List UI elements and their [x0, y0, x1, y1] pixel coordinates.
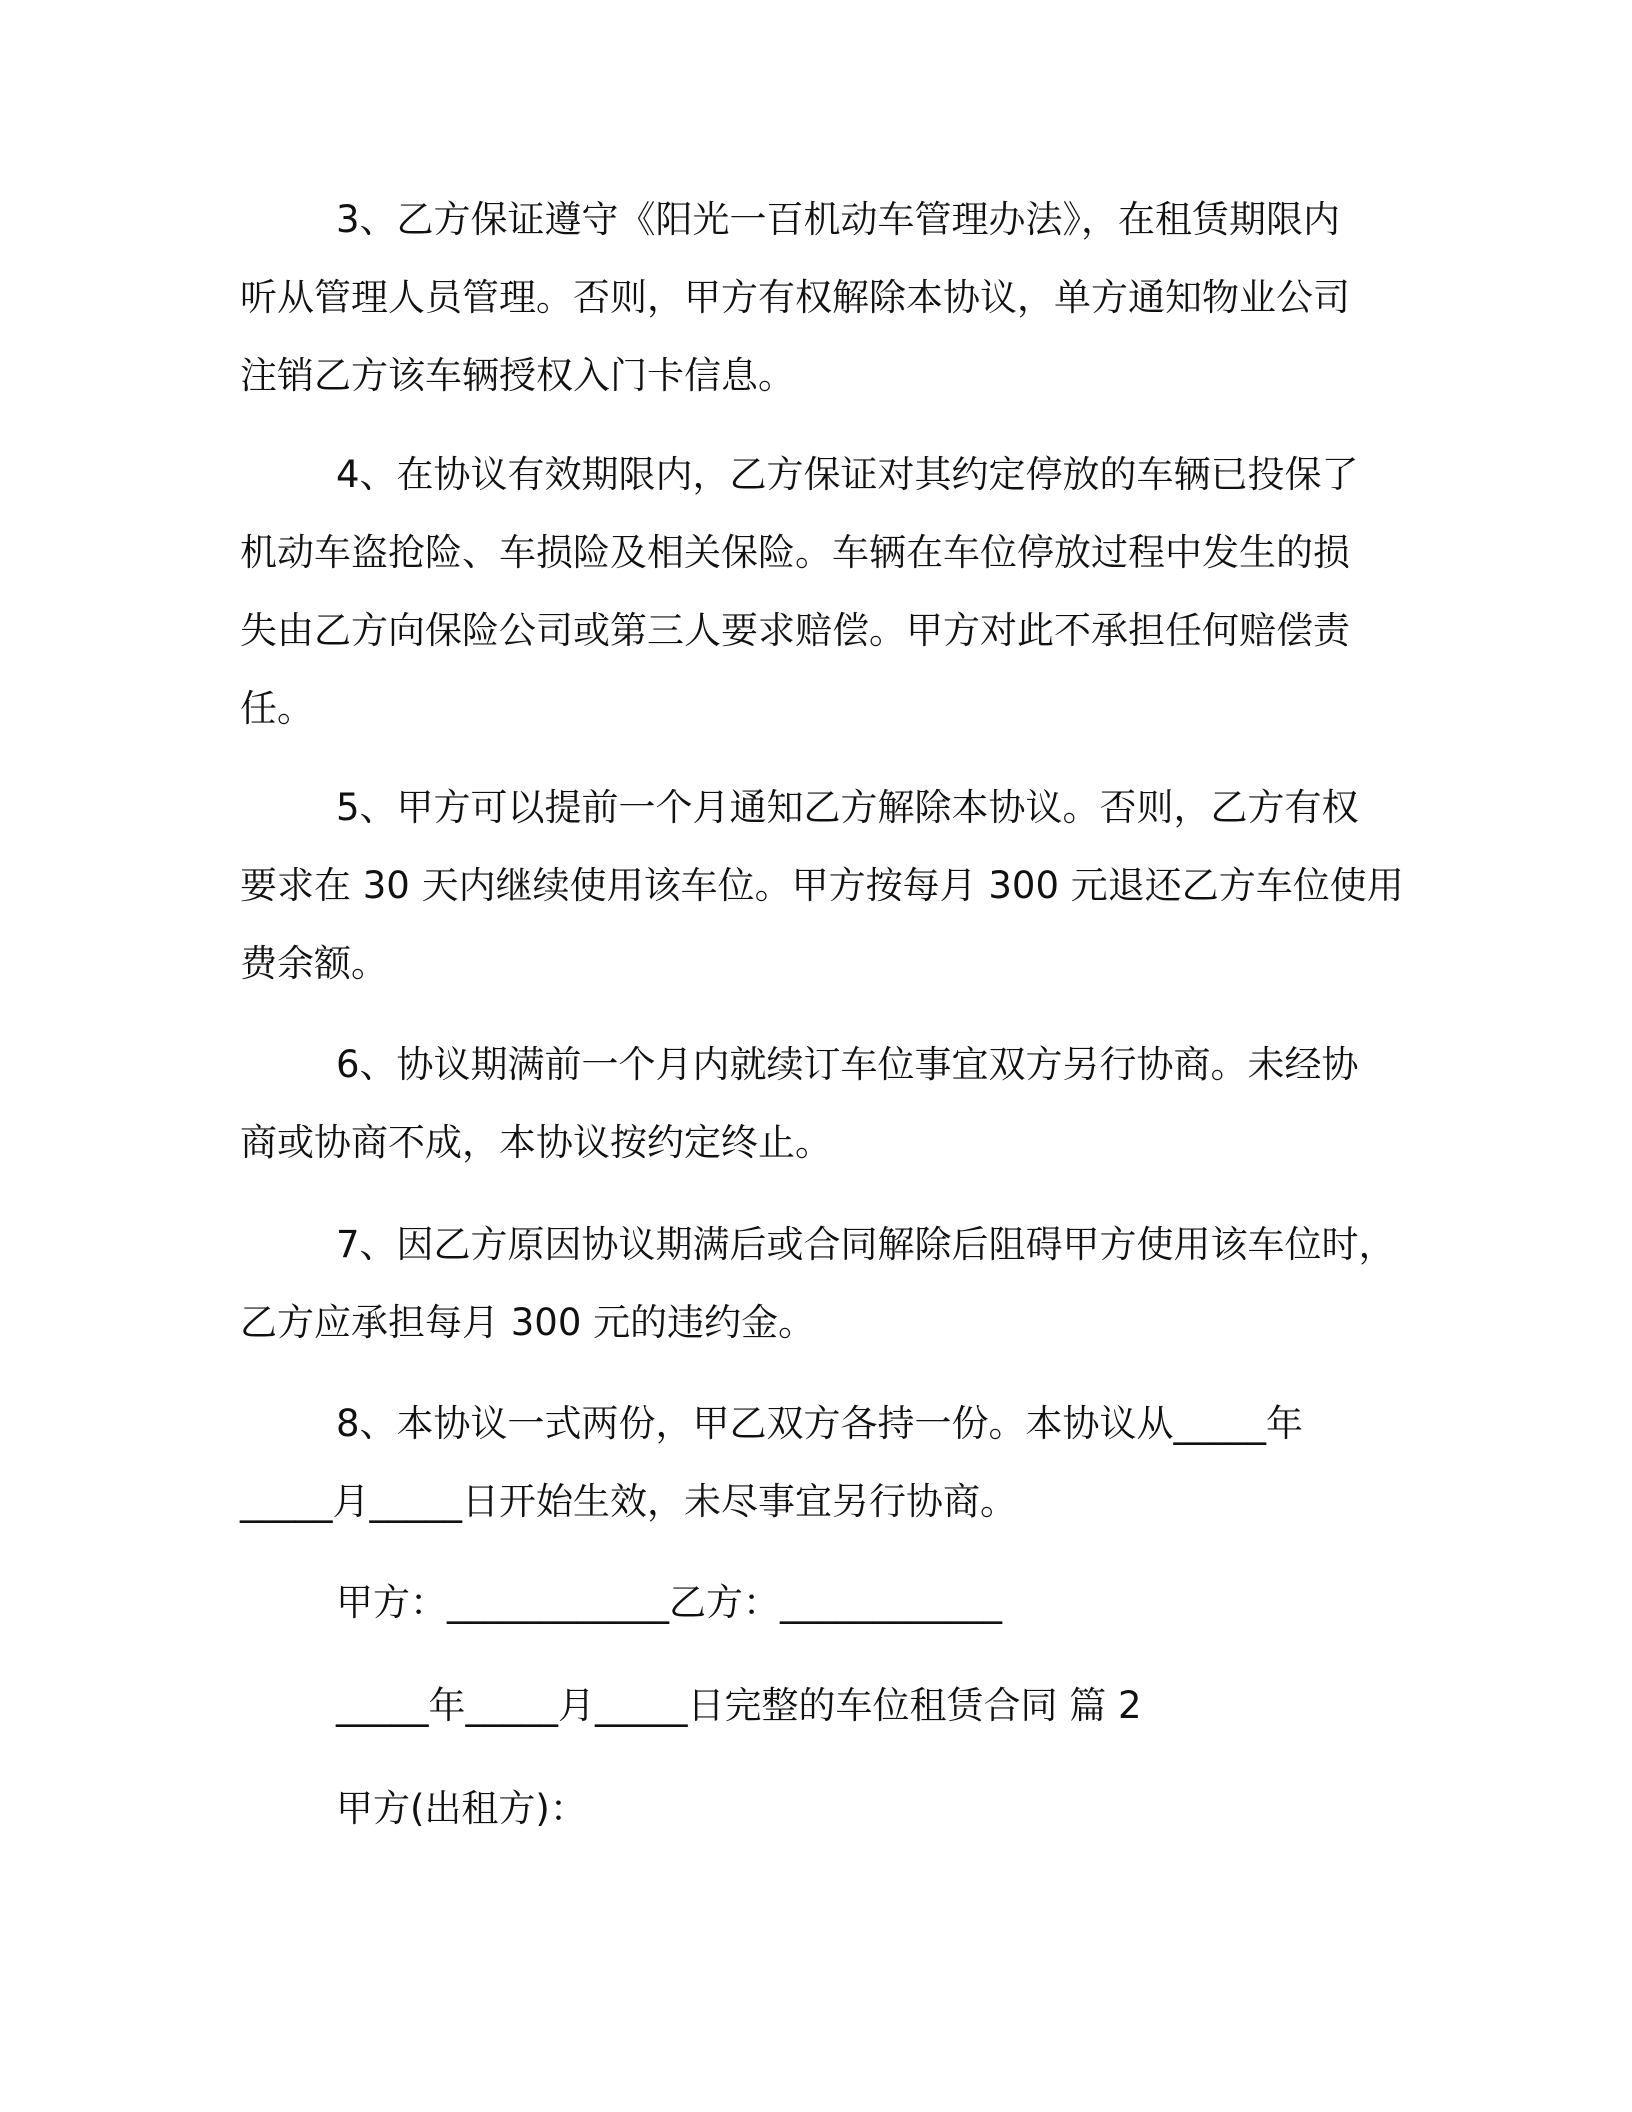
- clause-line: 5、甲方可以提前一个月通知乙方解除本协议。否则，乙方有权: [336, 786, 1359, 829]
- clause-line: _____月_____日开始生效，未尽事宜另行协商。: [240, 1480, 1017, 1523]
- clause-line: 乙方应承担每月 300 元的违约金。: [240, 1301, 816, 1344]
- party-a-label: 甲方(出租方)：: [336, 1787, 587, 1830]
- clause-4: [240, 436, 1395, 748]
- signature-line: 甲方：____________乙方：____________: [336, 1581, 1002, 1624]
- clause-line: 听从管理人员管理。否则，甲方有权解除本协议，单方通知物业公司: [240, 276, 1350, 319]
- clause-line: 要求在 30 天内继续使用该车位。甲方按每月 300 元退还乙方车位使用: [240, 864, 1404, 907]
- clause-7: [240, 1206, 1395, 1362]
- clause-line: 商或协商不成，本协议按约定终止。: [240, 1121, 832, 1164]
- clause-line: 4、在协议有效期限内，乙方保证对其约定停放的车辆已投保了: [336, 453, 1359, 496]
- clause-line: 7、因乙方原因协议期满后或合同解除后阻碍甲方使用该车位时，: [336, 1223, 1396, 1266]
- date-heading: _____年_____月_____日完整的车位租赁合同 篇 2: [336, 1684, 1142, 1727]
- clause-line: 注销乙方该车辆授权入门卡信息。: [240, 354, 795, 397]
- clause-line: 8、本协议一式两份，甲乙双方各持一份。本协议从_____年: [336, 1402, 1304, 1445]
- clause-3: [240, 181, 1395, 415]
- clause-8: [240, 1385, 1395, 1541]
- clause-6: [240, 1026, 1395, 1182]
- clause-line: 失由乙方向保险公司或第三人要求赔偿。甲方对此不承担任何赔偿责: [240, 609, 1350, 652]
- clause-5: [240, 769, 1404, 1003]
- clause-line: 费余额。: [240, 942, 388, 985]
- clause-line: 3、乙方保证遵守《阳光一百机动车管理办法》，在租赁期限内: [336, 198, 1341, 241]
- clause-line: 机动车盗抢险、车损险及相关保险。车辆在车位停放过程中发生的损: [240, 531, 1350, 574]
- clause-line: 任。: [240, 687, 314, 730]
- clause-line: 6、协议期满前一个月内就续订车位事宜双方另行协商。未经协: [336, 1043, 1359, 1086]
